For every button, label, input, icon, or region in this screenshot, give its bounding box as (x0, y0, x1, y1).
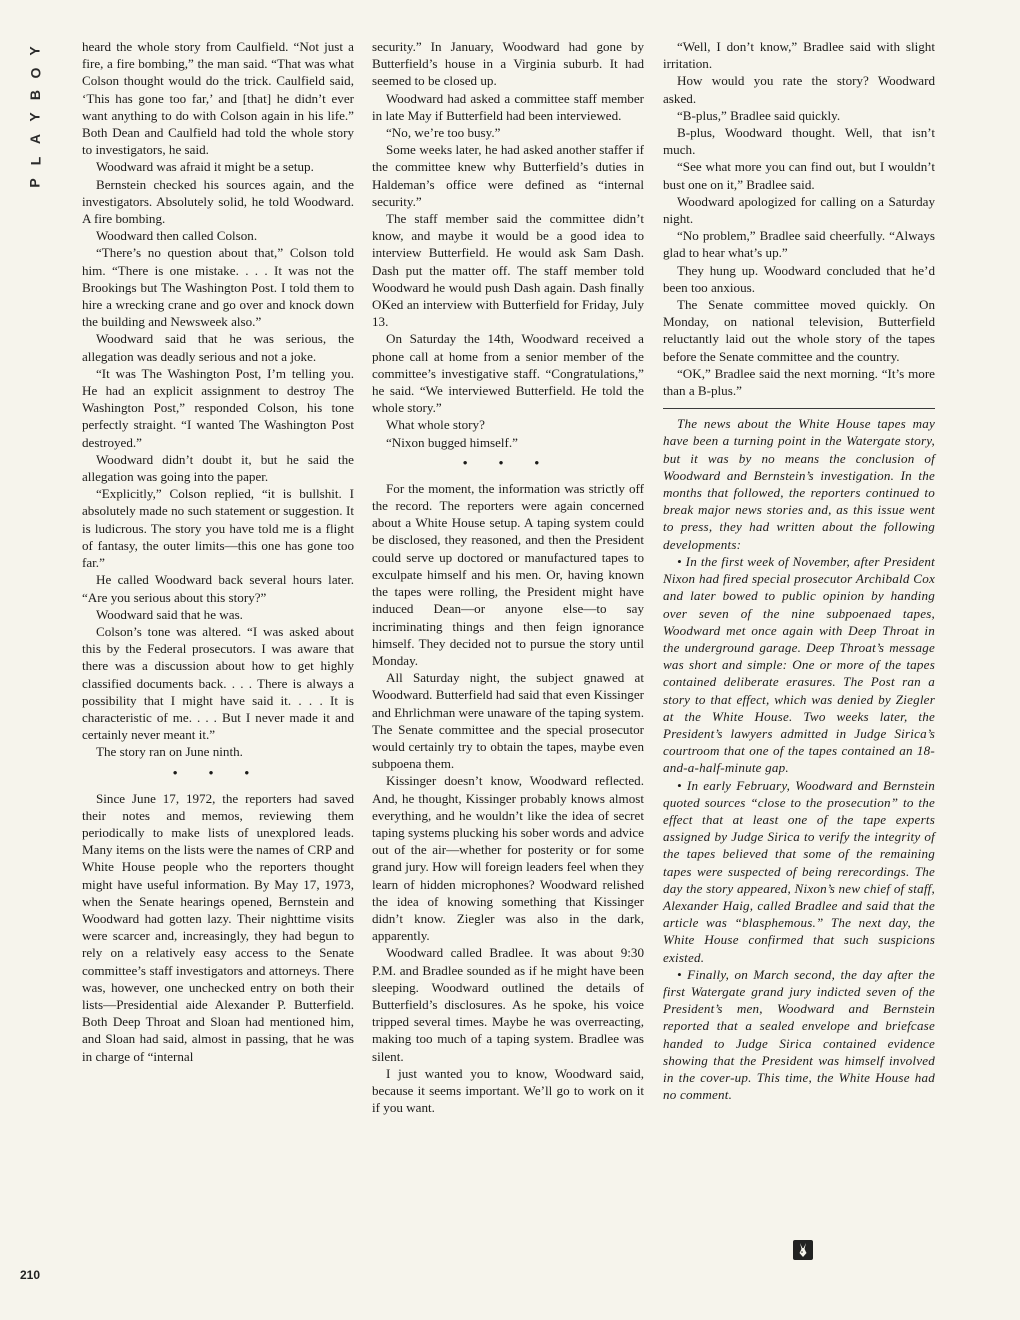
sidebar-postscript (663, 415, 935, 1103)
paragraph: Since June 17, 1972, the reporters had saved their notes and memos, reviewing them periodically to make lists of unexplored leads. Many items on the lists were the names of CRP and White House people who the reporters thought might have useful information. By May 17, 1973, when the Senate hearings opened, Bernstein and Woodward had gotten lazy. Their nighttime visits were scarcer and, increasingly, they had begun to rely on a relatively easy access to the Senate committee’s staff investigators and attorneys. There was, however, one unchecked entry on both their lists—Presidential aide Alexander P. Butterfield. Both Deep Throat and Sloan had mentioned him, and Sloan had said, almost in passing, that he was in charge of “internal (82, 790, 354, 1064)
paragraph: For the moment, the information was strictly off the record. The reporters were again concerned about a White House setup. A taping system could be disclosed, they reasoned, and then the President could serve up doctored or manufactured tapes to exculpate himself and his men. Or, having known the tapes were rolling, the President might have induced Dean—or anyone else—to say incriminating things and then feign ignorance himself. They decided not to pursue the story until Monday. (372, 480, 644, 668)
paragraph: Woodward said that he was serious, the allegation was deadly serious and not a joke. (82, 331, 354, 364)
paragraph: Woodward apologized for calling on a Saturday night. (663, 193, 935, 227)
paragraph: “It was The Washington Post, I’m telling you. He had an explicit assignment to destroy The Washington Post,” responded Colson, his tone perfectly straight. “I wanted The Washington Post destroyed.” (82, 365, 354, 450)
paragraph: All Saturday night, the subject gnawed at Woodward. Butterfield had said that even Kissinger and Ehrlichman were unaware of the taping system. The Senate committee and the special prosecutor would certainly try to obtain the tapes, maybe even subpoena them. (372, 670, 644, 772)
paragraph: heard the whole story from Caulfield. “Not just a fire, a fire bombing,” the man said. “That was what Colson thought would do the trick. Caulfield said, ‘This has gone too far,’ and [that] he didn’t ever want anything to do with Colson again in his life.” Both Dean and Caulfield had told the whole story to investigators, he said. (82, 39, 354, 158)
paragraph: security.” In January, Woodward had gone by Butterfield’s house in a Virginia suburb. It had seemed to be closed up. (372, 39, 644, 89)
paragraph: Kissinger doesn’t know, Woodward reflected. And, he thought, Kissinger probably knows almost everything, and he wouldn’t like the idea of secret taping systems plucking his sober words and advice out of the air—whether for posterity or for some grand jury. How will foreign leaders feel when they learn of hidden microphones? Woodward relished the idea of knowing something that Kissinger didn’t know. Ziegler was also in the dark, apparently. (372, 773, 644, 944)
paragraph: “Nixon bugged himself.” (386, 434, 518, 450)
paragraph: They hung up. Woodward concluded that he’d been too anxious. (663, 262, 935, 295)
column-2 (372, 38, 644, 1116)
paragraph: The Senate committee moved quickly. On Monday, on national television, Butterfield reluctantly laid out the whole story of the tapes before the Senate committee and the country. (663, 297, 935, 364)
paragraph: Colson’s tone was altered. “I was asked about this by the Federal prosecutors. I was aware that there was a discussion about how to get highly classified documents back. . . . There is always a possibility that I might have said it. . . . It is characteristic of me. . . . But I never made it and certainly never meant it.” (82, 623, 354, 743)
paragraph: Woodward was afraid it might be a setup. (96, 159, 314, 175)
paragraph: Bernstein checked his sources again, and the investigators. Absolutely solid, he told Woodward. A fire bombing. (82, 176, 354, 227)
page-number: 210 (20, 1268, 41, 1282)
paragraph: “B-plus,” Bradlee said quickly. (677, 107, 841, 123)
paragraph: Woodward didn’t doubt it, but he said the allegation was going into the paper. (82, 451, 354, 485)
section-break: • • • (172, 764, 264, 780)
paragraph: “No problem,” Bradlee said cheerfully. “Always glad to hear what’s up.” (663, 228, 935, 261)
paragraph: The story ran on June ninth. (96, 744, 243, 760)
column-3 (663, 38, 935, 1103)
paragraph: Woodward called Bradlee. It was about 9:30 P.M. and Bradlee sounded as if he might have been sleeping. Woodward outlined the details of Butterfield’s disclosures. As he spoke, his voice tripped several times. Maybe he was overreacting, making too much of a taping system. Bradlee was silent. (372, 945, 644, 1064)
paragraph: Woodward had asked a committee staff member in late May if Butterfield had been interviewed. (372, 90, 644, 123)
paragraph: “Explicitly,” Colson replied, “it is bullshit. I absolutely made no such statement or suggestion. It is ludicrous. The story you have told me is a flight of fantasy, the outer limits—this one has gone too far.” (82, 486, 354, 571)
masthead-letter: A (27, 133, 43, 145)
paragraph: Some weeks later, he had asked another staffer if the committee knew why Butterfield’s duties in Haldeman’s office were defined as “internal security.” (372, 142, 644, 209)
paragraph: Woodward said that he was. (96, 606, 243, 622)
masthead-vertical (22, 40, 48, 194)
paragraph: “See what more you can find out, but I wouldn’t bust one on it,” Bradlee said. (663, 159, 935, 192)
sidebar-paragraph: • In early February, Woodward and Bernstein quoted sources “close to the prosecution” to the effect that at least one of the tape experts assigned by Judge Sirica to verify the integrity of the tapes believed that some of the remaining tapes were suspected of being rerecordings. The day the story appeared, Nixon’s new chief of staff, Alexander Haig, called Bradlee and said that the article was “blasphemous.” The next day, the White House confirmed that such suspicions existed. (663, 777, 935, 965)
paragraph: How would you rate the story? Woodward asked. (663, 73, 935, 106)
paragraph: On Saturday the 14th, Woodward received a phone call at home from a senior member of the committee’s investigative staff. “Congratulations,” he said. “We interviewed Butterfield. He told the whole story.” (372, 331, 644, 416)
paragraph: “There’s no question about that,” Colson told him. “There is one mistake. . . . It was not the Brookings but The Washington Post. I told them to hire a wrecking crane and go over and knock down the building and Newsweek also.” (82, 245, 354, 330)
paragraph: He called Woodward back several hours later. “Are you serious about this story?” (82, 572, 354, 605)
paragraph: “OK,” Bradlee said the next morning. “It’s more than a B-plus.” (663, 365, 935, 399)
paragraph: What whole story? (386, 417, 485, 433)
paragraph: The staff member said the committee didn’t know, and maybe it would be a good idea to interview Butterfield. He would ask Sam Dash. Dash put the matter off. The staff member told Woodward he would push Dash again. Dash finally OKed an interview with Butterfield for Friday, July 13. (372, 211, 644, 330)
sidebar-paragraph: • In the first week of November, after President Nixon had fired special prosecutor Archibald Cox and later bowed to public opinion by handing over seven of the nine subpoenaed tapes, Woodward met once again with Deep Throat in the underground garage. Deep Throat’s message was short and simple: One or more of the tapes contained deliberate erasures. The Post ran a story to that effect, which was denied by Ziegler at the White House. Two weeks later, the President’s lawyers admitted in Judge Sirica’s courtroom that one of the tapes contained an 18-and-a-half-minute gap. (663, 553, 935, 776)
sidebar-divider (663, 408, 935, 409)
masthead-letter: O (26, 67, 43, 79)
sidebar-paragraph: • Finally, on March second, the day after the first Watergate grand jury indicted seven of the President’s men, Woodward and Bernstein reported that a sealed envelope and briefcase handed to Judge Sirica contained evidence showing that the President was himself involved in the cover-up. This time, the White House had no comment. (663, 966, 935, 1103)
masthead-letter: B (27, 89, 43, 101)
paragraph: “Well, I don’t know,” Bradlee said with slight irritation. (663, 39, 935, 72)
sidebar-paragraph: The news about the White House tapes may have been a turning point in the Watergate story, but it was by no means the conclusion of Woodward and Bernstein’s investigation. In the months that followed, the reporters continued to break major news stories and, as this issue went to press, they had written about the following developments: (663, 416, 935, 552)
paragraph: B-plus, Woodward thought. Well, that isn’t much. (663, 125, 935, 158)
masthead-letter: P (27, 178, 43, 188)
paragraph: I just wanted you to know, Woodward said, because it seems important. We’ll go to work on it if you want. (372, 1065, 644, 1116)
rabbit-head-end-mark-icon (793, 1240, 813, 1260)
column-1 (82, 38, 354, 1065)
paragraph: Woodward then called Colson. (96, 228, 258, 244)
section-break: • • • (462, 454, 554, 470)
masthead-letter: Y (27, 112, 43, 122)
masthead-letter: L (27, 156, 43, 166)
masthead-letter: Y (27, 46, 43, 56)
paragraph: “No, we’re too busy.” (386, 125, 501, 141)
